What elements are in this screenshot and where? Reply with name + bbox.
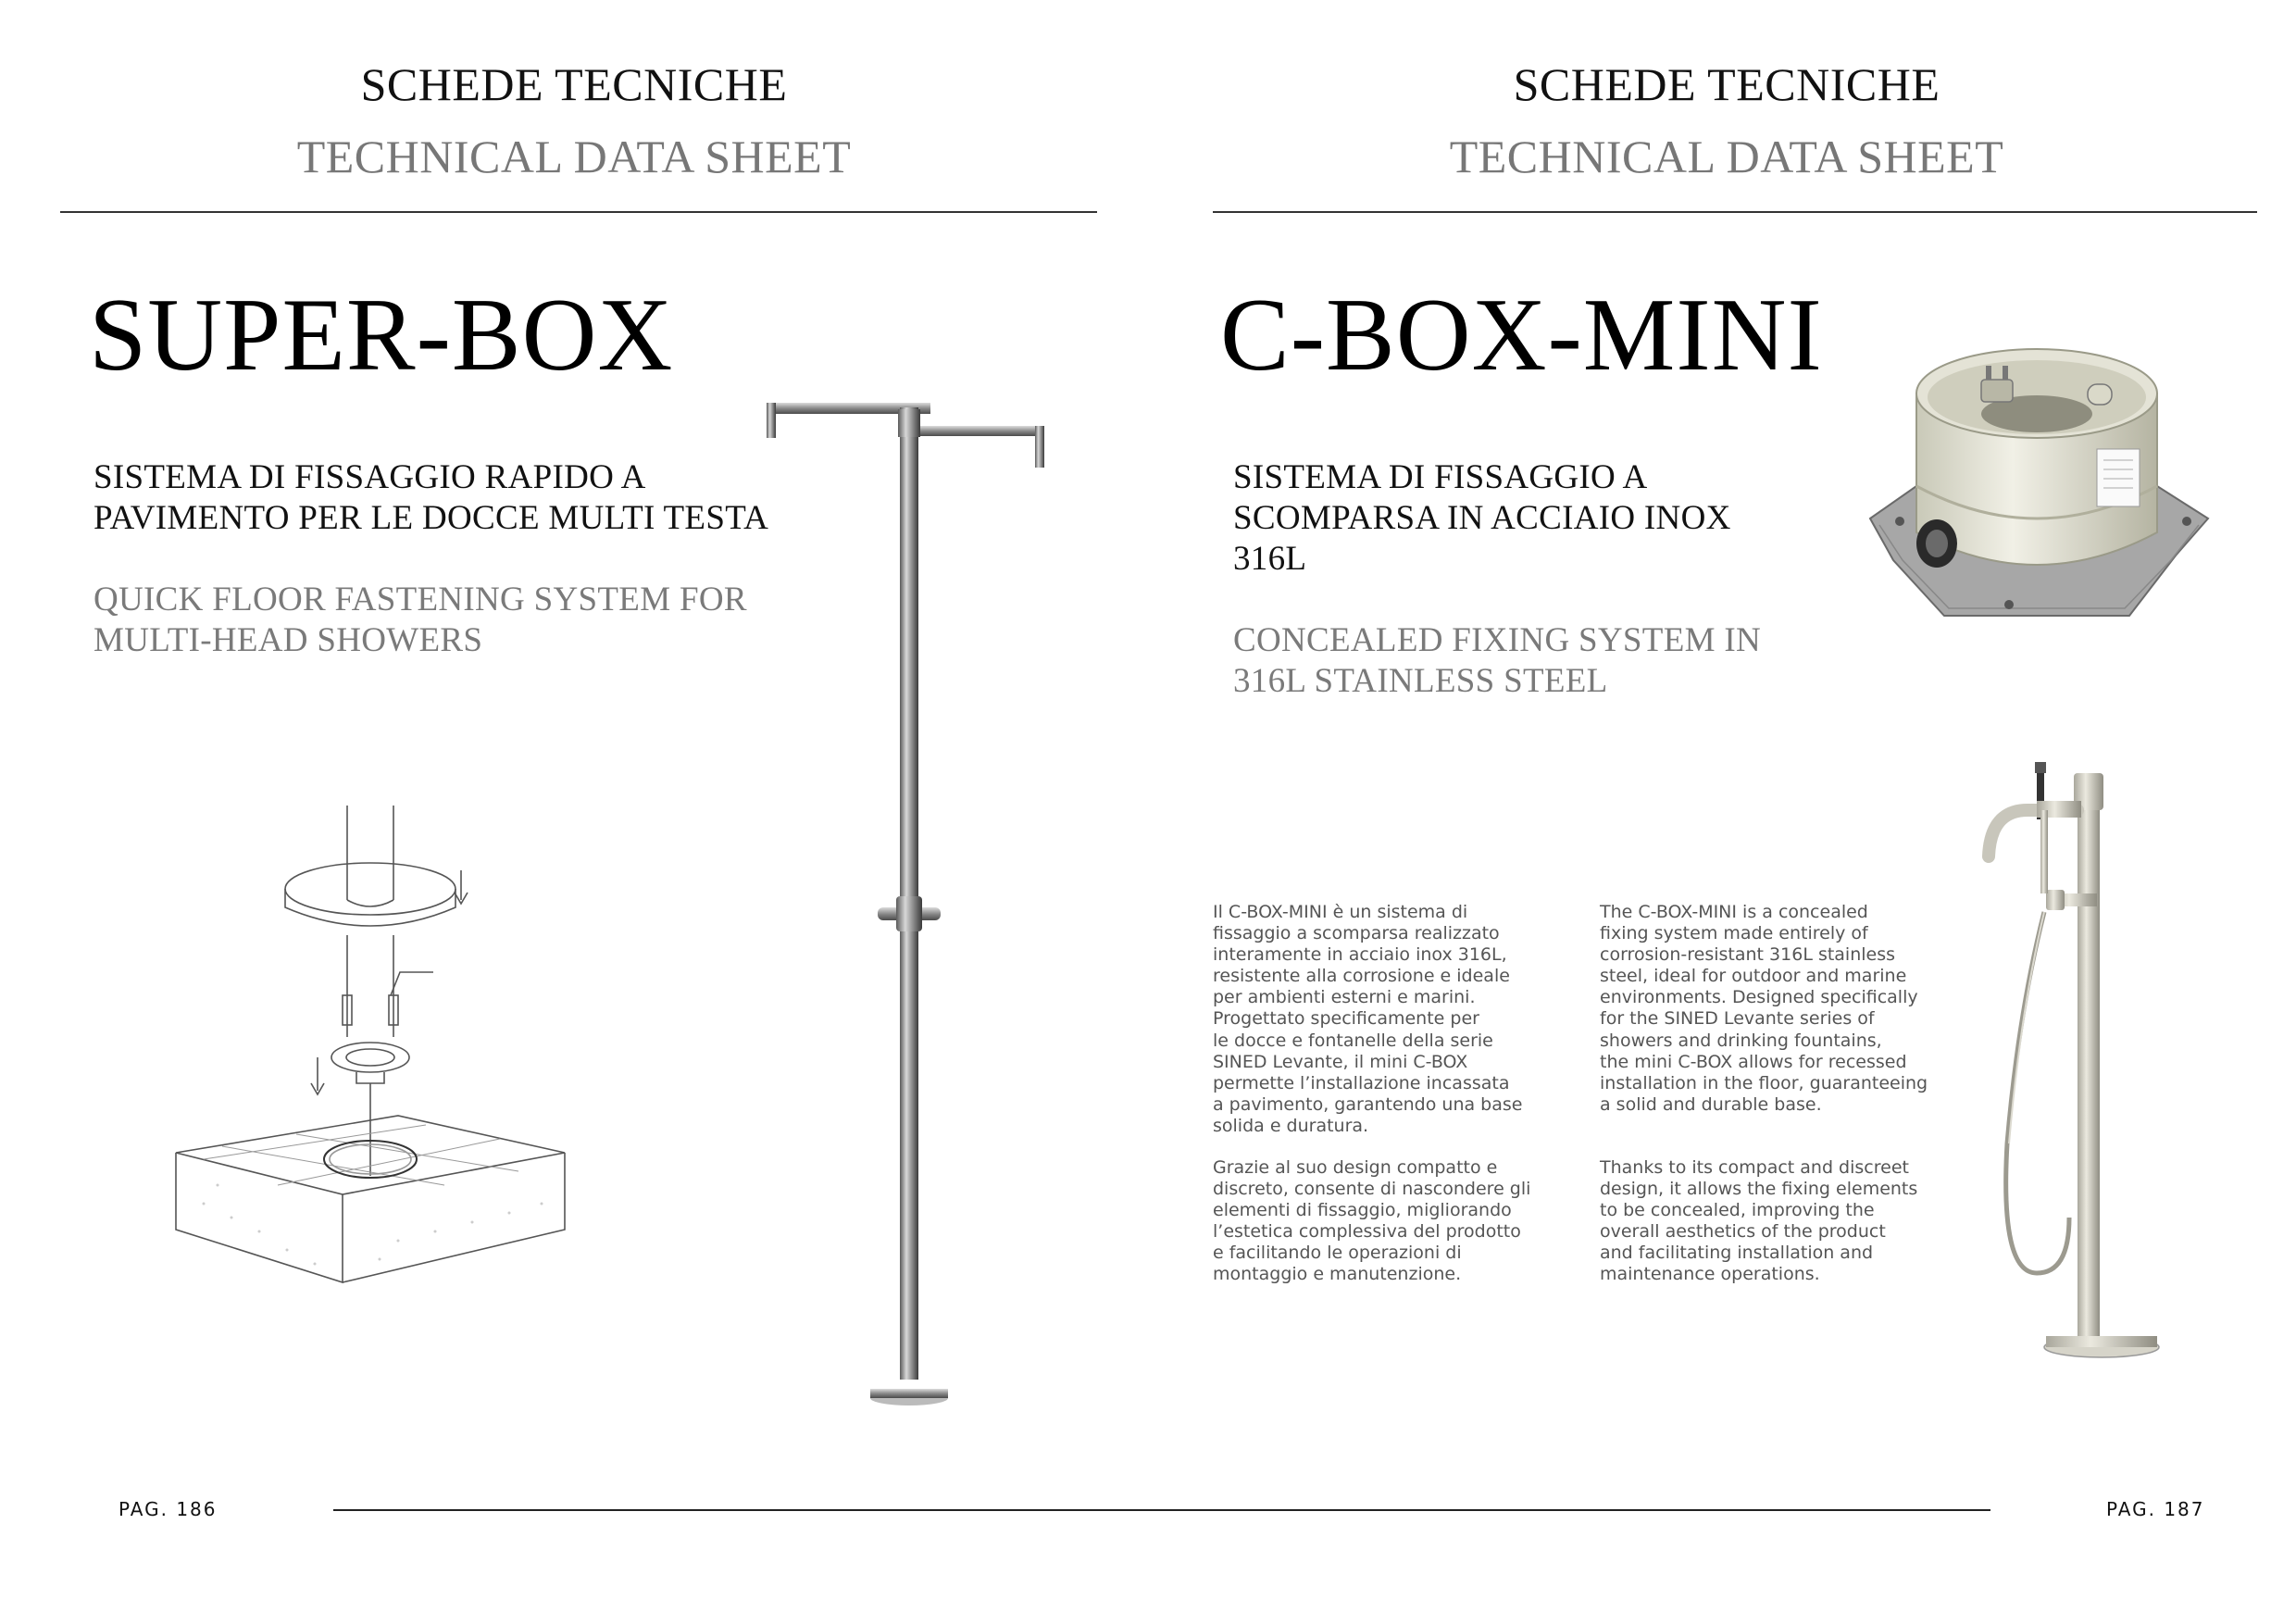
body-text-it-paragraph-1: Il C-BOX-MINI è un sistema di fissaggio a scomparsa realizzato interamente in acciaio inox 316L, resistente alla corrosione e ideale per ambienti esterni e marini. Progettato specificamente per le docce e fontanelle della serie SINED Levante, il mini C-BOX permette l’installazione incassata a pavimento, garantendo una base solida e duratura. (1213, 902, 1523, 1136)
body-text-it-paragraph-2: Grazie al suo design compatto e discreto, consente di nascondere gli elementi di fissaggio, migliorando l’estetica complessiva del prodotto e facilitando le operazioni di montaggio e manutenzione. (1213, 1157, 1531, 1285)
body-text-en-paragraph-1: The C-BOX-MINI is a concealed fixing system made entirely of corrosion-resistant 316L stainless steel, ideal for outdoor and marine environments. Designed specifically for the SINED Levante series of showers and drinking fountains, the mini C-BOX allows for recessed installation in the floor, guaranteeing a solid and durable base. (1600, 902, 1928, 1115)
right-product-title: C-BOX-MINI (1220, 278, 1823, 393)
left-header-divider (60, 211, 1097, 213)
right-subtitle-it: SISTEMA DI FISSAGGIO A SCOMPARSA IN ACCIAIO INOX 316L (1233, 458, 1731, 578)
left-subtitle-en: QUICK FLOOR FASTENING SYSTEM FOR MULTI-HEAD SHOWERS (94, 581, 747, 659)
right-subtitle-en: CONCEALED FIXING SYSTEM IN 316L STAINLESS STEEL (1233, 621, 1761, 700)
left-header-en: TECHNICAL DATA SHEET (296, 131, 852, 182)
right-header-en: TECHNICAL DATA SHEET (1449, 131, 2004, 182)
multi-head-shower-column (759, 389, 1055, 1426)
left-page-number: PAG. 186 (119, 1498, 218, 1520)
right-header-it: SCHEDE TECNICHE (1513, 58, 1940, 110)
left-header-it: SCHEDE TECNICHE (360, 58, 788, 110)
left-product-title: SUPER-BOX (89, 278, 674, 393)
right-page-number: PAG. 187 (2106, 1498, 2205, 1520)
left-subtitle-it: SISTEMA DI FISSAGGIO RAPIDO A PAVIMENTO PER LE DOCCE MULTI TESTA (94, 458, 769, 537)
freestanding-bath-mixer (1963, 755, 2166, 1366)
footer-divider (333, 1509, 1990, 1511)
exploded-installation-diagram (167, 796, 574, 1315)
body-text-en-paragraph-2: Thanks to its compact and discreet design, it allows the fixing elements to be concealed, improving the overall aesthetics of the product and facilitating installation and maintenance operations. (1600, 1157, 1918, 1285)
c-box-mini-render (1852, 329, 2222, 634)
right-header-divider (1213, 211, 2257, 213)
